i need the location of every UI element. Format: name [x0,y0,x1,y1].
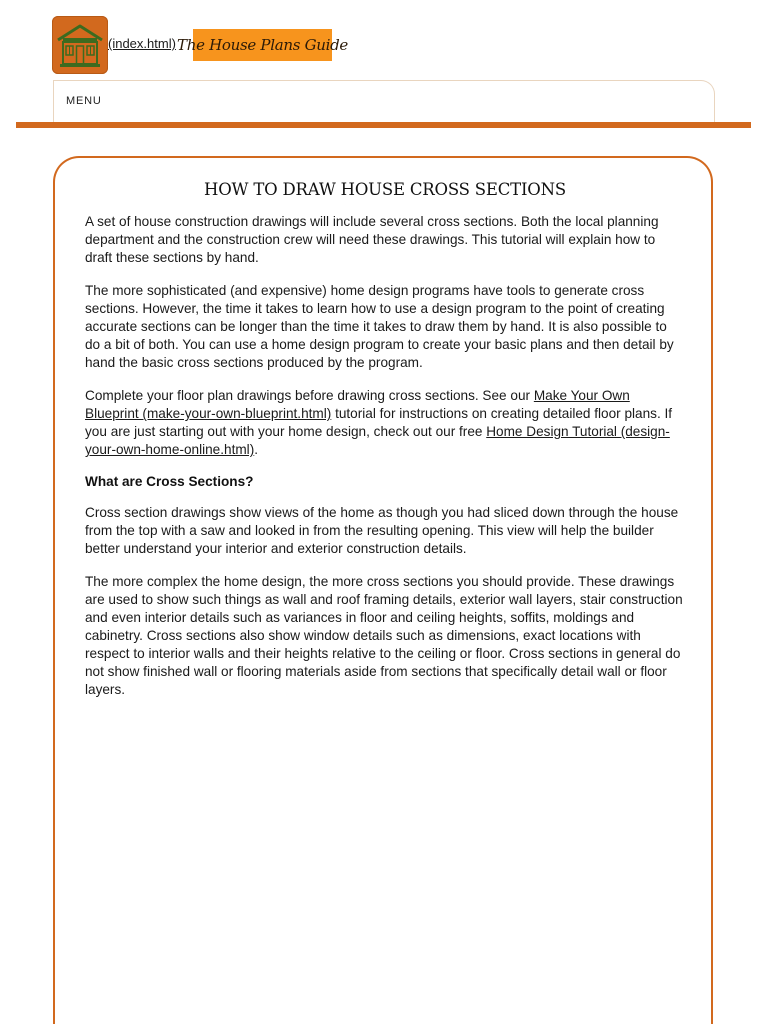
content-panel [53,156,713,1024]
paragraph-definition: Cross section drawings show views of the home as though you had sliced down through the house from the top with a saw and looked in from the resulting opening. This view will help the builder better understand your interior and exterior construction details. [85,505,679,556]
paragraph-text: Complete your floor plan drawings before drawing cross sections. See our [85,388,534,403]
paragraph-floor-plans [85,387,685,459]
blueprint-link[interactable]: Make Your Own Blueprint (make-your-own-blueprint.html) [85,388,630,421]
paragraph-text: . [254,442,259,457]
menu-button[interactable]: MENU [66,95,102,107]
page-title: HOW TO DRAW HOUSE CROSS SECTIONS [204,180,566,199]
brand-text: The House Plans Guide [177,36,349,54]
paragraph-complexity: The more complex the home design, the more cross sections you should provide. These drawings are used to show such things as wall and roof framing details, exterior wall layers, stair construction and even interior details such as variances in floor and ceiling heights, soffits, moldings and cabinetry. Cross sections also show window details such as dimensions, exact locations with respect to interior walls and their heights relative to the ceiling or floor. Cross sections in general do not show finished wall or flooring materials aside from sections that specifically detail wall or floor layers. [85,574,683,697]
menu-bar [53,80,715,123]
brand-badge[interactable] [177,29,349,61]
index-link[interactable]: (index.html) [108,36,176,51]
section-heading: What are Cross Sections? [85,474,254,489]
article [85,180,685,714]
paragraph-text: tutorial for instructions on creating detailed floor plans. If you are just starting out with your home design, check out our free [85,406,673,439]
site-logo[interactable] [52,16,108,74]
paragraph-intro: A set of house construction drawings will include several cross sections. Both the local planning department and the construction crew will need these drawings. This tutorial will explain how to draft these sections by hand. [85,214,659,265]
header-divider [16,122,751,128]
home-design-tutorial-link[interactable]: Home Design Tutorial (design-your-own-home-online.html) [85,424,670,457]
house-logo-icon [52,16,108,74]
paragraph-programs: The more sophisticated (and expensive) home design programs have tools to generate cross sections. However, the time it takes to learn how to use a design program to the point of creating accurate sections can be longer than the time it takes to draw them by hand. It is also possible to do a bit of both. You can use a home design program to create your basic plans and then detail by hand the basic cross sections produced by the program. [85,283,674,370]
